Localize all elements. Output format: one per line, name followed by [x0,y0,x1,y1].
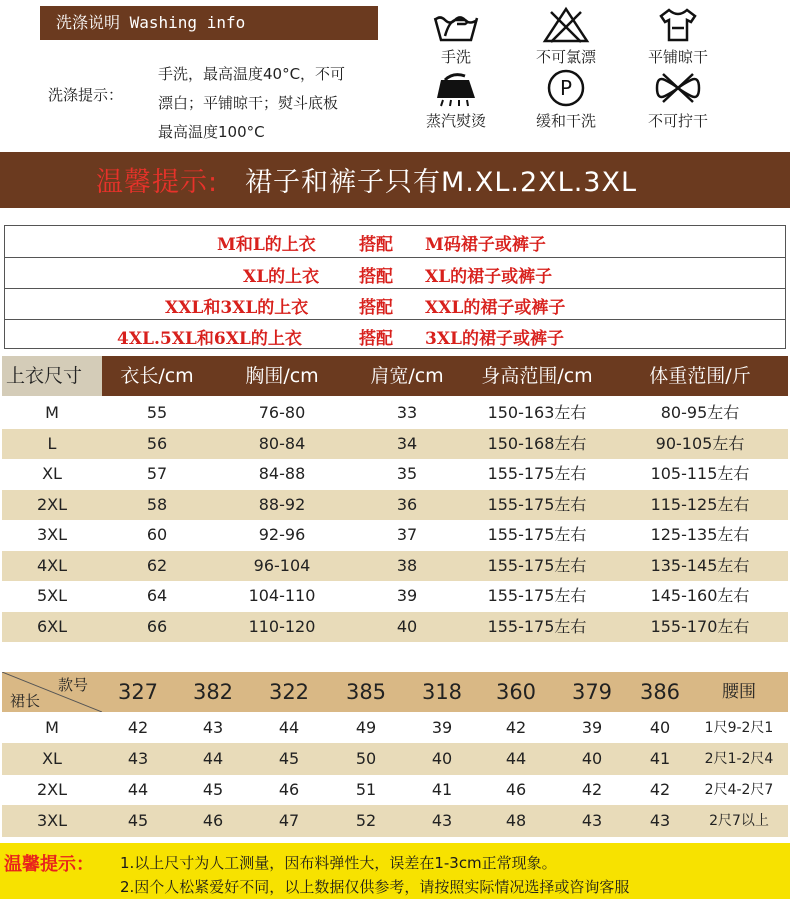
table-cell: 145-160左右 [650,586,750,605]
table-cell: 36 [396,494,418,514]
no-bleach-icon [541,6,591,44]
table-cell: 39 [396,586,418,605]
care-flat-dry: 平铺晾干 [632,6,724,67]
table-cell: 2尺7以上 [709,813,769,829]
corner-length-label: 裙长 [10,692,41,710]
table-cell: 52 [355,811,377,830]
table-row [2,581,788,611]
table-cell: 110-120 [248,616,316,636]
note-line-2: 2.因个人松紧爱好不同，以上数据仅供参考，请按照实际情况选择或咨询客服 [120,878,630,896]
skirt-header-cell: 327 [117,680,159,704]
table-cell: 51 [355,780,377,799]
table-cell: M [45,403,59,422]
table-row [2,429,788,459]
table-cell: 40 [396,616,418,636]
table-cell: 56 [146,433,168,453]
dry-clean-p-icon [541,68,591,108]
matching-row: M和L的上衣 搭配 M码裙子或裤子 [217,235,546,255]
table-cell: 34 [396,433,418,453]
svg-text:P: P [559,76,573,100]
skirt-header-cell: 385 [345,680,387,704]
table-row [2,612,788,642]
size-cell: 3XL [36,811,68,830]
size-cell: M [45,718,59,737]
table-cell: 2尺1-2尺4 [704,751,774,767]
table-cell: 41 [649,749,671,768]
table-row [2,774,788,806]
table-cell: 40 [649,718,671,737]
header-chest: 胸围/cm [245,365,319,387]
table-cell: 60 [146,525,168,544]
table-cell: 6XL [36,616,68,636]
notes-label: 温馨提示： [4,854,94,875]
table-cell: 43 [649,811,671,830]
table-cell: 41 [431,780,453,799]
care-hand-wash: 手洗 [410,6,502,67]
note-line-1: 1.以上尺寸为人工测量，因布料弹性大，误差在1-3cm正常现象。 [120,854,557,872]
table-cell: 49 [355,718,377,737]
hand-wash-icon [431,6,481,44]
table-cell: 43 [127,749,149,768]
table-cell: 38 [396,555,418,575]
table-cell: 42 [581,780,603,799]
skirt-header-cell: 382 [192,680,234,704]
skirt-header-cell: 360 [495,680,537,704]
table-row [2,398,788,428]
table-cell: 64 [146,586,168,605]
skirt-header-cell: 379 [571,680,613,704]
table-cell: 45 [127,811,149,830]
table-cell: 44 [278,718,300,737]
header-weight: 体重范围/斤 [649,365,751,387]
matching-row: XL的上衣 搭配 XL的裙子或裤子 [5,257,785,288]
table-cell: 2尺4-2尺7 [704,782,774,798]
table-cell: 80-95左右 [660,403,740,422]
table-cell: 46 [505,780,527,799]
corner-cell [2,672,102,712]
skirt-header-cell: 腰围 [722,682,756,702]
table-cell: L [47,433,57,453]
table-cell: 42 [127,718,149,737]
table-cell: 104-110 [248,586,316,605]
table-cell: 48 [505,811,527,830]
table-cell: 42 [505,718,527,737]
table-cell: 115-125左右 [650,494,750,514]
table-cell: 35 [396,464,418,483]
table-row [2,490,788,520]
table-cell: XL [42,464,62,483]
banner-text: 裙子和裤子只有M.XL.2XL.3XL [245,167,638,198]
table-cell: 155-175左右 [487,525,587,544]
table-cell: 76-80 [258,403,306,422]
table-cell: 96-104 [253,555,311,575]
table-cell: 43 [581,811,603,830]
table-cell: 92-96 [258,525,306,544]
table-cell: 44 [127,780,149,799]
table-cell: 40 [581,749,603,768]
table-cell: 39 [431,718,453,737]
table-cell: 155-175左右 [487,464,587,483]
table-cell: 125-135左右 [650,525,750,544]
table-cell: 39 [581,718,603,737]
table-cell: 155-175左右 [487,586,587,605]
skirt-header-cell: 322 [268,680,310,704]
table-cell: 43 [431,811,453,830]
header-shoulder: 肩宽/cm [370,365,444,387]
table-cell: 44 [202,749,224,768]
table-cell: 50 [355,749,377,768]
table-cell: 40 [431,749,453,768]
table-cell: 55 [146,403,168,422]
table-row [2,743,788,775]
table-cell: 155-170左右 [650,616,750,636]
table-cell: 45 [202,780,224,799]
table-cell: 105-115左右 [650,464,750,483]
table-cell: 42 [649,780,671,799]
table-cell: 3XL [36,525,68,544]
table-row [2,459,788,489]
table-row [2,712,788,744]
table-cell: 150-168左右 [487,433,587,453]
table-cell: 37 [396,525,418,544]
no-wring-icon [653,68,703,108]
header-top-size: 上衣尺寸 [2,356,102,396]
washing-info-header: 洗涤说明 Washing info [40,6,378,40]
table-cell: 150-163左右 [487,403,587,422]
matching-rules [4,225,786,349]
table-row [2,551,788,581]
table-cell: 80-84 [258,433,306,453]
table-cell: 2XL [36,494,68,514]
top-size-table-header [2,356,788,396]
table-cell: 1尺9-2尺1 [704,720,774,736]
skirt-header-cell: 318 [421,680,463,704]
table-cell: 45 [278,749,300,768]
care-steam-iron: 蒸汽熨烫 [410,68,502,131]
table-cell: 33 [396,403,418,422]
table-cell: 88-92 [258,494,306,514]
table-cell: 155-175左右 [487,616,587,636]
table-cell: 66 [146,616,168,636]
banner-label: 温馨提示: [96,167,219,198]
flat-dry-icon [653,6,703,44]
table-row [2,520,788,550]
steam-iron-icon [431,68,481,108]
skirt-header-cell: 386 [639,680,681,704]
table-cell: 84-88 [258,464,306,483]
table-cell: 5XL [36,586,68,605]
washing-tip-text: 手洗，最高温度40°C，不可 漂白；平铺晾干；熨斗底板 最高温度100°C [158,65,346,141]
table-cell: 135-145左右 [650,555,750,575]
care-dry-clean: P 缓和干洗 [520,68,612,131]
matching-row: XXL和3XL的上衣 搭配 XXL的裙子或裤子 [5,288,785,319]
table-cell: 58 [146,494,168,514]
header-height: 身高范围/cm [481,365,593,387]
table-cell: 43 [202,718,224,737]
washing-tip-label: 洗涤提示： [48,86,124,104]
table-cell: 44 [505,749,527,768]
corner-style-label: 款号 [58,676,89,694]
care-no-bleach: 不可氯漂 [520,6,612,67]
size-cell: XL [42,749,62,768]
table-cell: 155-175左右 [487,494,587,514]
care-no-wring: 不可拧干 [632,68,724,131]
size-cell: 2XL [36,780,68,799]
table-cell: 47 [278,811,300,830]
table-cell: 155-175左右 [487,555,587,575]
table-cell: 90-105左右 [655,433,745,453]
table-cell: 4XL [36,555,68,575]
table-cell: 62 [146,555,168,575]
table-cell: 46 [202,811,224,830]
matching-row: 4XL.5XL和6XL的上衣 搭配 3XL的裙子或裤子 [5,319,785,350]
table-cell: 57 [146,464,168,483]
table-cell: 46 [278,780,300,799]
header-length: 衣长/cm [120,365,194,387]
table-row [2,805,788,837]
